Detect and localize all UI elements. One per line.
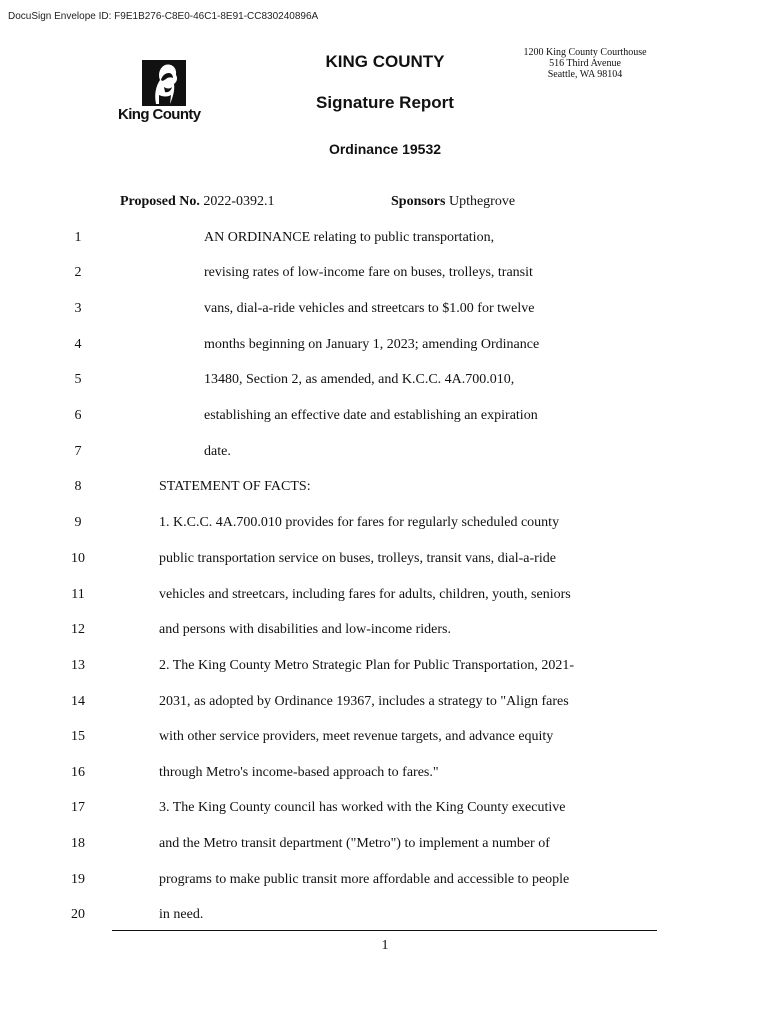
line-number: 3: [74, 301, 82, 316]
proposed-number: [120, 194, 275, 210]
line-text: and persons with disabilities and low-income riders.: [159, 622, 451, 637]
line-text: in need.: [159, 907, 204, 922]
numbered-line: [0, 800, 770, 820]
line-number: 12: [71, 622, 85, 637]
numbered-line: [0, 872, 770, 892]
numbered-line: [0, 479, 770, 499]
line-text: 3. The King County council has worked with the King County executive: [159, 800, 566, 815]
numbered-line: [0, 658, 770, 678]
line-text: STATEMENT OF FACTS:: [159, 479, 311, 494]
line-number: 1: [74, 230, 82, 245]
line-number: 17: [71, 800, 85, 815]
proposed-label: Proposed No.: [120, 194, 200, 209]
line-number: 2: [74, 265, 82, 280]
line-number: 6: [74, 408, 82, 423]
numbered-line: [0, 372, 770, 392]
address-line: 1200 King County Courthouse: [523, 47, 647, 58]
report-title: Signature Report: [316, 93, 454, 112]
line-text: vans, dial-a-ride vehicles and streetcars to $1.00 for twelve: [204, 301, 535, 316]
line-number: 19: [71, 872, 85, 887]
numbered-line: [0, 301, 770, 321]
numbered-line: [0, 444, 770, 464]
numbered-line: [0, 230, 770, 250]
numbered-line: [0, 694, 770, 714]
line-number: 5: [74, 372, 82, 387]
address-line: 516 Third Avenue: [549, 58, 621, 69]
courthouse-address: [510, 47, 660, 80]
numbered-line: [0, 515, 770, 535]
sponsors-value: Upthegrove: [448, 194, 516, 209]
numbered-line: [0, 836, 770, 856]
line-number: 9: [74, 515, 82, 530]
line-number: 20: [71, 907, 85, 922]
line-text: vehicles and streetcars, including fares for adults, children, youth, seniors: [159, 587, 571, 602]
line-number: 11: [71, 587, 85, 602]
line-number: 7: [74, 444, 82, 459]
numbered-line: [0, 729, 770, 749]
line-number: 13: [71, 658, 85, 673]
line-number: 8: [74, 479, 82, 494]
numbered-line: [0, 622, 770, 642]
line-text: revising rates of low-income fare on buses, trolleys, transit: [204, 265, 533, 280]
line-text: 13480, Section 2, as amended, and K.C.C. 4A.700.010,: [204, 372, 515, 387]
line-number: 10: [71, 551, 85, 566]
line-text: months beginning on January 1, 2023; amending Ordinance: [204, 337, 540, 352]
line-text: and the Metro transit department ("Metro") to implement a number of: [159, 836, 550, 851]
logo-wordmark: King County: [118, 106, 201, 123]
line-text: 2031, as adopted by Ordinance 19367, includes a strategy to "Align fares: [159, 694, 569, 709]
numbered-line: [0, 265, 770, 285]
line-number: 16: [71, 765, 85, 780]
line-number: 4: [74, 337, 82, 352]
line-number: 14: [71, 694, 85, 709]
numbered-line: [0, 907, 770, 927]
address-line: Seattle, WA 98104: [547, 69, 623, 80]
line-number: 15: [71, 729, 85, 744]
county-title: KING COUNTY: [325, 52, 445, 71]
line-number: 18: [71, 836, 85, 851]
line-text: AN ORDINANCE relating to public transportation,: [204, 230, 495, 245]
sponsors: [391, 194, 515, 210]
king-county-emblem-icon: [142, 60, 186, 106]
line-text: programs to make public transit more affordable and accessible to people: [159, 872, 570, 887]
line-text: 2. The King County Metro Strategic Plan for Public Transportation, 2021-: [159, 658, 575, 673]
king-county-logo: [118, 58, 214, 130]
footer-rule: [112, 930, 657, 931]
numbered-line: [0, 408, 770, 428]
line-text: 1. K.C.C. 4A.700.010 provides for fares for regularly scheduled county: [159, 515, 560, 530]
page-number: 1: [381, 938, 389, 953]
numbered-line: [0, 587, 770, 607]
docusign-envelope-id: DocuSign Envelope ID: F9E1B276-C8E0-46C1-8E91-CC830240896A: [8, 11, 319, 22]
sponsors-label: Sponsors: [391, 194, 446, 209]
line-text: public transportation service on buses, trolleys, transit vans, dial-a-ride: [159, 551, 556, 566]
line-text: date.: [204, 444, 231, 459]
proposed-value: 2022-0392.1: [203, 194, 275, 209]
numbered-line: [0, 337, 770, 357]
line-text: through Metro's income-based approach to fares.": [159, 765, 439, 780]
line-text: establishing an effective date and establishing an expiration: [204, 408, 538, 423]
numbered-line: [0, 765, 770, 785]
numbered-line: [0, 551, 770, 571]
ordinance-number: Ordinance 19532: [328, 141, 442, 157]
line-text: with other service providers, meet revenue targets, and advance equity: [159, 729, 554, 744]
